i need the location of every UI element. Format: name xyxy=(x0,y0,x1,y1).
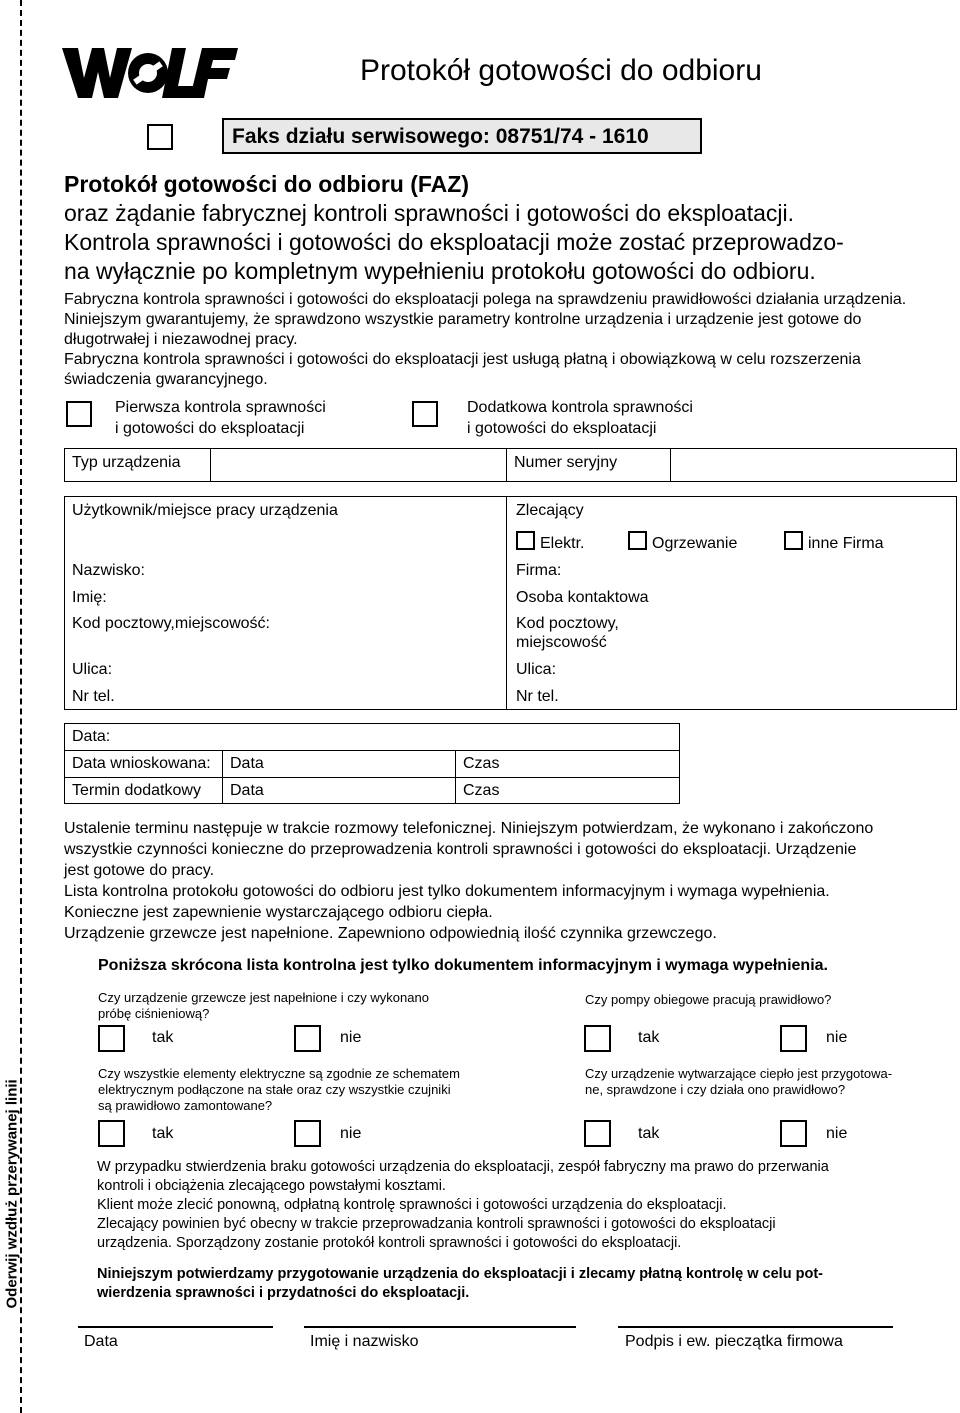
option-line: i gotowości do eksploatacji xyxy=(115,420,305,437)
notice-line: Zlecający powinien być obecny w trakcie przeprowadzania kontroli sprawności i gotowości do eksploatacji xyxy=(97,1216,776,1232)
client-company-label: Firma: xyxy=(516,562,562,579)
heating-checkbox[interactable] xyxy=(628,531,647,550)
question-line: elektrycznym podłączone na stałe oraz czy wszystkie czujniki xyxy=(98,1082,451,1097)
q4-yes-label: tak xyxy=(638,1125,660,1142)
label-line: Kod pocztowy, xyxy=(516,615,619,632)
q1-no-checkbox[interactable] xyxy=(294,1025,321,1052)
option-line: i gotowości do eksploatacji xyxy=(467,420,657,437)
notice-block xyxy=(97,1158,829,1253)
user-postal-label: Kod pocztowy,miejscowość: xyxy=(72,615,270,632)
divider xyxy=(64,750,680,751)
additional-time-label: Czas xyxy=(463,782,500,799)
additional-inspection-label xyxy=(467,397,693,439)
divider xyxy=(222,750,223,804)
q2-no-checkbox[interactable] xyxy=(780,1025,807,1052)
name-signature-line[interactable] xyxy=(304,1326,576,1328)
divider xyxy=(506,496,507,710)
user-phone-label: Nr tel. xyxy=(72,688,115,705)
user-surname-label: Nazwisko: xyxy=(72,562,145,579)
client-phone-label: Nr tel. xyxy=(516,688,559,705)
device-type-label: Typ urządzenia xyxy=(72,454,181,471)
signature-name-label: Imię i nazwisko xyxy=(310,1333,419,1350)
question-line: ne, sprawdzone i czy działa ono prawidłowo? xyxy=(585,1082,846,1097)
q2-yes-label: tak xyxy=(638,1029,660,1046)
final-line: Niniejszym potwierdzamy przygotowanie urządzenia do eksploatacji i zlecamy płatną kontrolę w celu pot- xyxy=(97,1266,823,1282)
intro-line: na wyłącznie po kompletnym wypełnieniu protokołu gotowości do odbioru. xyxy=(64,258,816,284)
question-line: Czy pompy obiegowe pracują prawidłowo? xyxy=(585,992,832,1007)
question-line: są prawidłowo zamontowane? xyxy=(98,1098,273,1113)
divider xyxy=(455,750,456,804)
client-header: Zlecający xyxy=(516,502,584,519)
description-paragraph: Fabryczna kontrola sprawności i gotowości do eksploatacji jest usługą płatną i obowiązkową w celu rozszerzenia świadczenia gwarancyjnego. xyxy=(64,351,861,388)
confirmation-line: Ustalenie terminu następuje w trakcie rozmowy telefonicznej. Niniejszym potwierdzam, że wykonano i zakończono xyxy=(64,820,874,837)
requested-date-label: Data wnioskowana: xyxy=(72,755,211,772)
confirmation-line: wszystkie czynności konieczne do przeprowadzenia kontroli sprawności i gotowości do eksploatacji. Urządzenie xyxy=(64,841,857,858)
user-firstname-label: Imię: xyxy=(72,589,107,606)
question-1 xyxy=(98,990,429,1022)
notice-line: Klient może zlecić ponowną, odpłatną kontrolę sprawności i gotowości urządzenia do eksploatacji. xyxy=(97,1197,727,1213)
q3-yes-checkbox[interactable] xyxy=(98,1120,125,1147)
q3-no-checkbox[interactable] xyxy=(294,1120,321,1147)
serial-number-field[interactable] xyxy=(671,449,956,481)
stamp-signature-line[interactable] xyxy=(618,1326,893,1328)
requested-date-field-label: Data xyxy=(230,755,264,772)
user-header: Użytkownik/miejsce pracy urządzenia xyxy=(72,502,338,519)
q2-yes-checkbox[interactable] xyxy=(584,1025,611,1052)
question-4 xyxy=(585,1066,892,1098)
question-line: Czy wszystkie elementy elektryczne są zgodnie ze schematem xyxy=(98,1066,460,1081)
wolf-logo xyxy=(62,48,238,98)
intro-line: Kontrola sprawności i gotowości do eksploatacji może zostać przeprowadzo- xyxy=(64,229,844,255)
question-3 xyxy=(98,1066,460,1114)
client-postal-label xyxy=(516,614,619,652)
device-type-field[interactable] xyxy=(211,449,505,481)
question-2 xyxy=(585,992,831,1008)
user-client-box xyxy=(64,496,957,710)
question-line: próbę ciśnieniową? xyxy=(98,1006,210,1021)
fax-checkbox[interactable] xyxy=(147,124,173,150)
question-line: Czy urządzenie wytwarzające ciepło jest przygotowa- xyxy=(585,1066,893,1081)
checklist-heading: Poniższa skrócona lista kontrolna jest tylko dokumentem informacyjnym i wymaga wypełnienia. xyxy=(98,957,828,974)
description-paragraph: Fabryczna kontrola sprawności i gotowości do eksploatacji polega na sprawdzeniu prawidłowości działania urządzenia. Niniejszym gwarantujemy, że sprawdzono wszystkie parametry kontrolne urządzenia i urządzenie jest gotowe do długotrwałej i niezawodnej pracy. xyxy=(64,291,907,348)
divider xyxy=(506,448,507,482)
user-street-label: Ulica: xyxy=(72,661,113,678)
final-line: wierdzenia sprawności i przydatności do eksploatacji. xyxy=(97,1285,470,1301)
client-contact-label: Osoba kontaktowa xyxy=(516,589,649,606)
intro-heading: Protokół gotowości do odbioru (FAZ) xyxy=(64,171,470,197)
q2-no-label: nie xyxy=(826,1029,848,1046)
requested-time-label: Czas xyxy=(463,755,500,772)
q4-no-checkbox[interactable] xyxy=(780,1120,807,1147)
signature-date-label: Data xyxy=(84,1333,118,1350)
final-statement xyxy=(97,1265,823,1303)
client-street-label: Ulica: xyxy=(516,661,557,678)
notice-line: W przypadku stwierdzenia braku gotowości urządzenia do eksploatacji, zespół fabryczny ma prawo do przerwania xyxy=(97,1159,829,1175)
option-line: Pierwsza kontrola sprawności xyxy=(115,399,326,416)
heating-label: Ogrzewanie xyxy=(652,535,738,552)
date-label: Data: xyxy=(72,728,111,745)
intro-block xyxy=(64,170,944,286)
confirmation-line: Lista kontrolna protokołu gotowości do odbioru jest tylko dokumentem informacyjnym i wymaga wypełnienia. xyxy=(64,883,830,900)
date-signature-line[interactable] xyxy=(78,1326,273,1328)
page-title: Protokół gotowości do odbioru xyxy=(360,54,762,87)
q4-no-label: nie xyxy=(826,1125,848,1142)
serial-number-label: Numer seryjny xyxy=(514,454,618,471)
additional-inspection-checkbox[interactable] xyxy=(412,401,438,427)
confirmation-line: jest gotowe do pracy. xyxy=(64,862,215,879)
q3-no-label: nie xyxy=(340,1125,362,1142)
additional-date-label: Termin dodatkowy xyxy=(72,782,201,799)
q1-yes-label: tak xyxy=(152,1029,174,1046)
description-block xyxy=(64,290,944,390)
intro-line: oraz żądanie fabrycznej kontroli sprawności i gotowości do eksploatacji. xyxy=(64,200,794,226)
q4-yes-checkbox[interactable] xyxy=(584,1120,611,1147)
cut-instruction: Oderwij wzdłuż przerywanej linii xyxy=(3,1079,21,1309)
additional-date-field-label: Data xyxy=(230,782,264,799)
confirmation-block xyxy=(64,818,954,944)
first-inspection-checkbox[interactable] xyxy=(66,401,92,427)
elektr-label: Elektr. xyxy=(540,535,585,552)
label-line: miejscowość xyxy=(516,634,607,651)
notice-line: urządzenia. Sporządzony zostanie protokół kontroli sprawności i gotowości do eksploatacji. xyxy=(97,1235,682,1251)
confirmation-line: Konieczne jest zapewnienie wystarczającego odbioru ciepła. xyxy=(64,904,493,921)
q3-yes-label: tak xyxy=(152,1125,174,1142)
q1-yes-checkbox[interactable] xyxy=(98,1025,125,1052)
option-line: Dodatkowa kontrola sprawności xyxy=(467,399,693,416)
fax-label: Faks działu serwisowego: 08751/74 - 1610 xyxy=(222,118,702,154)
first-inspection-label xyxy=(115,397,326,439)
q1-no-label: nie xyxy=(340,1029,362,1046)
question-line: Czy urządzenie grzewcze jest napełnione i czy wykonano xyxy=(98,990,429,1005)
signature-stamp-label: Podpis i ew. pieczątka firmowa xyxy=(625,1333,843,1350)
other-company-checkbox[interactable] xyxy=(784,531,803,550)
confirmation-line: Urządzenie grzewcze jest napełnione. Zapewniono odpowiednią ilość czynnika grzewczego. xyxy=(64,925,717,942)
other-company-label: inne Firma xyxy=(808,535,884,552)
elektr-checkbox[interactable] xyxy=(516,531,535,550)
notice-line: kontroli i obciążenia zlecającego powstałymi kosztami. xyxy=(97,1178,446,1194)
divider xyxy=(64,777,680,778)
